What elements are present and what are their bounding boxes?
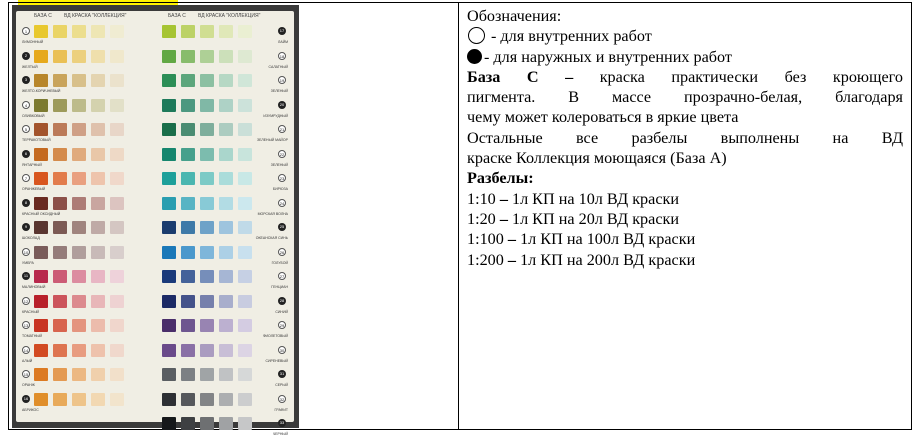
color-swatch [34,148,48,161]
color-swatch [200,25,214,38]
color-swatch [91,368,105,381]
swatch-row-number: 4 [22,101,30,109]
color-swatch [72,148,86,161]
color-swatch [91,295,105,308]
color-swatch [72,393,86,406]
color-swatch [200,74,214,87]
color-swatch [162,393,176,406]
swatch-row-number: 8 [22,199,30,207]
swatch-row-number: 31 [279,371,285,376]
color-swatch [34,295,48,308]
color-swatch [72,74,86,87]
color-swatch [200,50,214,63]
color-swatch [219,50,233,63]
color-swatch [72,197,86,210]
color-swatch [110,74,124,87]
color-swatch [110,197,124,210]
dilution-dash: – [507,230,517,249]
color-swatch [34,393,48,406]
color-swatch [53,197,67,210]
color-swatch [162,221,176,234]
color-swatch [110,344,124,357]
color-swatch [53,74,67,87]
color-swatch [91,99,105,112]
color-swatch [110,148,124,161]
color-swatch [91,221,105,234]
filled-circle-icon [467,49,482,64]
swatch-row-label: ЛИМОННЫЙ [22,40,44,44]
swatch-row-label: ОРАНЖ [22,383,35,387]
swatch-row-number: 7 [22,174,30,182]
color-swatch [72,123,86,136]
swatch-row-label: ЯНТАРНЫЙ [22,162,42,167]
swatch-row-label: ТОМАТНЫЙ [22,334,42,338]
color-swatch [91,148,105,161]
color-swatch [219,368,233,381]
color-swatch [91,74,105,87]
color-swatch [181,221,195,234]
color-swatch [72,50,86,63]
color-swatch [53,50,67,63]
swatch-row-number: 6 [22,150,30,158]
color-swatch [181,99,195,112]
swatch-row-number: 14 [23,347,29,353]
swatch-row-label: ГЕНЦИАН [271,285,288,289]
swatch-row-number: 3 [22,76,30,84]
swatch-row-label: ИЗУМРУДНЫЙ [263,113,288,118]
swatch-row-label: СИРЕНЕВЫЙ [265,358,288,363]
color-swatch [53,148,67,161]
dilution-dash: – [499,209,508,228]
color-swatch [91,172,105,185]
color-swatch [162,148,176,161]
color-swatch [110,368,124,381]
color-swatch [34,197,48,210]
color-swatch [110,25,124,38]
swatch-row-label: ЧЕРНЫЙ [272,432,288,436]
color-swatch [181,50,195,63]
swatch-row-label: ОКЕАНСКАЯ СИНЬ [255,236,288,240]
color-swatch [181,172,195,185]
color-swatch [72,246,86,259]
color-swatch [162,172,176,185]
color-swatch [72,99,86,112]
swatch-row-label: СИНИЙ [275,309,288,314]
color-swatch [238,295,252,308]
swatch-row-number: 33 [279,420,285,425]
color-swatch [91,246,105,259]
color-swatch [53,270,67,283]
color-swatch [91,123,105,136]
color-swatch [72,270,86,283]
base-c-term: База С – [467,67,574,86]
color-swatch [181,270,195,283]
swatch-row-label: ЖЕЛТО-КОРИЧНЕВЫЙ [22,89,61,93]
dilution-line-2 [467,209,903,229]
swatch-row-number: 2 [22,52,30,60]
swatch-row-number: 29 [279,323,285,328]
color-swatch [53,123,67,136]
color-swatch [162,417,176,430]
color-swatch [91,393,105,406]
color-swatch [238,25,252,38]
dilution-ratio: 1:100 [467,230,504,249]
color-swatch [34,270,48,283]
color-swatch [53,99,67,112]
color-swatch [53,319,67,332]
swatch-row-number: 21 [279,127,285,132]
color-swatch [34,319,48,332]
color-swatch [162,123,176,136]
color-swatch [72,344,86,357]
color-swatch [200,148,214,161]
color-swatch [238,368,252,381]
color-swatch [219,221,233,234]
color-swatch [181,246,195,259]
swatch-row-number: 20 [279,101,285,107]
color-swatch [238,319,252,332]
swatch-row-label: АБРИКОС [22,407,39,412]
color-swatch [200,123,214,136]
swatch-row-number: 10 [23,249,29,255]
swatch-row-number: 16 [23,395,29,401]
swatch-row-number: 27 [279,274,285,279]
color-swatch [162,319,176,332]
swatch-row-number: 15 [23,372,29,377]
color-swatch [53,368,67,381]
legend-heading: Обозначения: [467,7,562,25]
card-header-left-title: ВД КРАСКА "КОЛЛЕКЦИЯ" [64,13,127,19]
color-swatch [34,50,48,63]
color-swatch [110,50,124,63]
color-swatch [110,246,124,259]
swatch-row-label: ОРАНЖЕВЫЙ [22,187,46,191]
dilution-ratio: 1:200 [467,250,504,269]
color-swatch [219,393,233,406]
color-swatch [34,368,48,381]
color-swatch [110,172,124,185]
color-swatch [181,344,195,357]
color-swatch [110,319,124,332]
color-swatch [219,123,233,136]
color-swatch [200,246,214,259]
dilution-dash: – [507,250,517,269]
rest-line-1: Остальные все разбелы выполнены на ВД [467,128,903,147]
swatch-row-number: 23 [279,176,285,181]
color-swatch [91,50,105,63]
swatch-row-number: 19 [279,78,285,83]
color-swatch [110,221,124,234]
color-swatch [91,197,105,210]
color-swatch [162,99,176,112]
dilutions-title [467,168,903,188]
color-swatch [34,123,48,136]
swatch-row-number: 28 [279,297,285,303]
swatch-row-number: 18 [279,53,285,59]
color-swatch [200,393,214,406]
swatch-row-label: ЛАЙМ [277,40,288,44]
color-swatch [238,344,252,357]
dilution-line-1 [467,189,903,209]
color-swatch [238,393,252,406]
color-swatch [219,270,233,283]
swatch-row-number: 32 [279,396,285,402]
color-swatch [53,25,67,38]
swatch-row-label: ЗЕЛЕНЫЙ МАЙОР [256,138,288,142]
swatch-row-label: ФИОЛЕТОВЫЙ [262,334,288,338]
color-swatch [53,172,67,185]
color-swatch [200,295,214,308]
color-swatch [53,246,67,259]
color-swatch [181,295,195,308]
color-card-photo [12,5,299,436]
swatch-row-number: 11 [23,273,29,278]
color-swatch [34,221,48,234]
color-card [16,11,294,436]
rest-line-2: краске Коллекция моющаяся (База А) [467,149,727,168]
dilution-text: 1л КП на 10л ВД краски [511,189,680,208]
color-swatch [238,148,252,161]
swatch-row-label: ТЕРРАКОТОВЫЙ [22,138,51,142]
color-swatch [72,319,86,332]
dilution-ratio: 1:10 [467,189,496,208]
swatch-row-label: СЕРЫЙ [275,383,288,387]
swatch-row-label: МОРСКАЯ ВОЛНА [257,211,288,216]
color-swatch [219,319,233,332]
legend-exterior-line [467,47,903,67]
base-c-text-1: краска практически без кроющего [599,67,904,86]
color-swatch [162,295,176,308]
swatch-row-label: УМБРА [22,260,34,265]
legend-text [467,6,903,270]
color-swatch [181,319,195,332]
color-swatch [34,172,48,185]
color-swatch [181,197,195,210]
swatch-row-number: 5 [22,125,30,133]
dilution-ratio: 1:20 [467,209,496,228]
card-header-right-title: ВД КРАСКА "КОЛЛЕКЦИЯ" [198,13,261,19]
color-swatch [181,393,195,406]
color-swatch [200,417,214,430]
color-swatch [181,148,195,161]
swatch-row-number: 13 [23,323,29,328]
base-c-line-3: чему может колероваться в яркие цвета [467,108,739,127]
swatch-row-label: САЛАТНЫЙ [268,64,288,69]
color-swatch [238,246,252,259]
swatch-row-number: 25 [279,224,285,229]
card-header-right-base: БАЗА С [168,13,186,19]
color-swatch [34,344,48,357]
swatch-row-label: АЛЫЙ [22,358,33,363]
swatch-row-number: 30 [279,347,285,353]
color-swatch [181,123,195,136]
dilution-line-3 [467,229,903,249]
swatch-row-label: КРАСНЫЙ [22,309,40,314]
color-swatch [219,148,233,161]
color-swatch [200,270,214,283]
dilution-line-4 [467,250,903,270]
color-swatch [238,197,252,210]
color-swatch [110,99,124,112]
color-swatch [162,25,176,38]
swatch-row-number: 9 [22,223,30,231]
dilution-text: 1л КП на 100л ВД краски [520,230,696,249]
color-swatch [162,368,176,381]
swatch-row-label: БИРЮЗА [272,187,288,191]
color-swatch [34,99,48,112]
color-swatch [91,270,105,283]
color-swatch [110,123,124,136]
color-swatch [110,393,124,406]
swatch-row-number: 22 [279,151,285,157]
swatch-row-label: ОЛИВКОВЫЙ [22,113,45,118]
swatch-row-label: ЖЕЛТЫЙ [22,64,38,69]
swatch-row-label: МАЛИНОВЫЙ [22,285,46,289]
color-swatch [219,74,233,87]
color-swatch [200,344,214,357]
color-swatch [162,197,176,210]
swatch-row-label: ЗЕЛЕНЫЙ [270,89,288,93]
color-swatch [238,417,252,430]
color-swatch [238,221,252,234]
dilution-text: 1л КП на 20л ВД краски [511,209,680,228]
color-swatch [238,74,252,87]
color-swatch [110,295,124,308]
color-swatch [219,417,233,430]
color-swatch [238,123,252,136]
dilution-text: 1л КП на 200л ВД краски [520,250,696,269]
color-swatch [72,295,86,308]
color-swatch [72,221,86,234]
color-swatch [200,221,214,234]
card-header-left-base: БАЗА С [34,13,52,19]
base-c-line-2: пигмента. В массе прозрачно-белая, благодаря [467,88,903,107]
color-swatch [72,25,86,38]
color-swatch [200,368,214,381]
swatch-row-number: 17 [279,28,285,33]
color-swatch [72,368,86,381]
color-swatch [72,172,86,185]
color-swatch [181,74,195,87]
color-swatch [53,295,67,308]
color-swatch [91,319,105,332]
color-swatch [162,270,176,283]
color-swatch [200,197,214,210]
color-swatch [53,393,67,406]
color-swatch [162,344,176,357]
color-swatch [181,368,195,381]
color-swatch [53,221,67,234]
color-swatch [238,50,252,63]
color-swatch [219,99,233,112]
color-swatch [219,172,233,185]
color-swatch [219,295,233,308]
legend-exterior-text: - для наружных и внутренних работ [484,47,732,66]
legend-interior-text: - для внутренних работ [491,27,652,46]
dilution-dash: – [499,189,508,208]
color-swatch [219,197,233,210]
color-swatch [162,246,176,259]
color-swatch [219,25,233,38]
color-swatch [238,99,252,112]
color-swatch [110,270,124,283]
swatch-row-label: ШОКОЛАД [22,236,40,240]
color-swatch [162,50,176,63]
color-swatch [181,25,195,38]
swatch-row-number: 1 [22,27,30,35]
swatch-row-label: ГОЛУБОЙ [271,260,288,265]
swatch-row-label: ГРАФИТ [274,407,288,412]
swatch-row-label: КРАСНЫЙ ОКСИДНЫЙ [22,211,61,216]
dilutions-title-text: Разбелы: [467,169,534,188]
swatch-row-number: 26 [279,249,285,255]
color-swatch [53,344,67,357]
color-swatch [200,99,214,112]
open-circle-icon [468,27,485,44]
color-swatch [238,172,252,185]
color-swatch [34,246,48,259]
color-swatch [200,172,214,185]
color-swatch [34,25,48,38]
color-swatch [181,417,195,430]
color-swatch [219,246,233,259]
swatch-row-label: ЗЕЛЕНЫЙ [270,162,288,167]
swatch-row-number: 12 [23,298,29,304]
color-swatch [238,270,252,283]
base-c-line-1 [467,67,903,87]
color-swatch [219,344,233,357]
table-divider [458,3,459,429]
swatch-row-number: 24 [279,200,285,206]
color-swatch [162,74,176,87]
color-swatch [200,319,214,332]
color-swatch [91,25,105,38]
legend-interior-line [467,26,903,46]
color-swatch [91,344,105,357]
color-swatch [34,74,48,87]
